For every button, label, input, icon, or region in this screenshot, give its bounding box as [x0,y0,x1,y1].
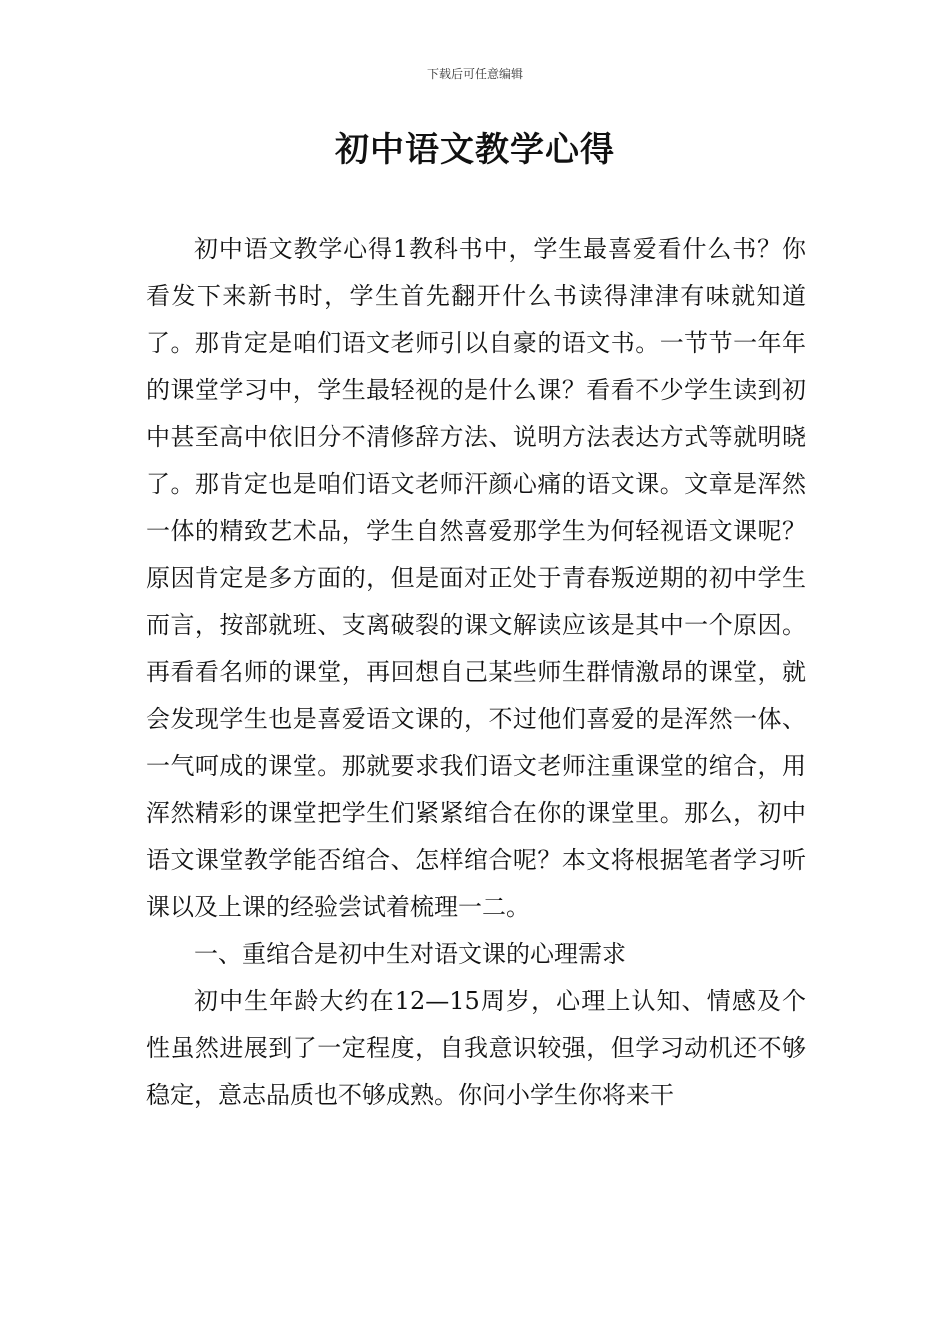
document-body [146,226,806,1119]
page-title: 初中语文教学心得 [335,130,615,170]
header-note: 下载后可任意编辑 [426,67,523,81]
paragraph-age: 初中生年龄大约在12—15周岁，心理上认知、情感及个性虽然进展到了一定程度，自我意识较强，但学习动机还不够稳定，意志品质也不够成熟。你问小学生你将来干 [146,987,806,1109]
section-heading: 一、重绾合是初中生对语文课的心理需求 [194,940,626,968]
paragraph-intro: 初中语文教学心得1教科书中，学生最喜爱看什么书？你看发下来新书时，学生首先翻开什么书读得津津有味就知道了。那肯定是咱们语文老师引以自豪的语文书。一节节一年年的课堂学习中，学生最轻视的是什么课？看看不少学生读到初中甚至高中依旧分不清修辞方法、说明方法表达方式等就明晓了。那肯定也是咱们语文老师汗颜心痛的语文课。文章是浑然一体的精致艺术品，学生自然喜爱那学生为何轻视语文课呢？原因肯定是多方面的，但是面对正处于青春叛逆期的初中学生而言，按部就班、支离破裂的课文解读应该是其中一个原因。再看看名师的课堂，再回想自己某些师生群情激昂的课堂，就会发现学生也是喜爱语文课的，不过他们喜爱的是浑然一体、一气呵成的课堂。那就要求我们语文老师注重课堂的绾合，用浑然精彩的课堂把学生们紧紧绾合在你的课堂里。那么，初中语文课堂教学能否绾合、怎样绾合呢？本文将根据笔者学习听课以及上课的经验尝试着梳理一二。 [146,235,806,921]
